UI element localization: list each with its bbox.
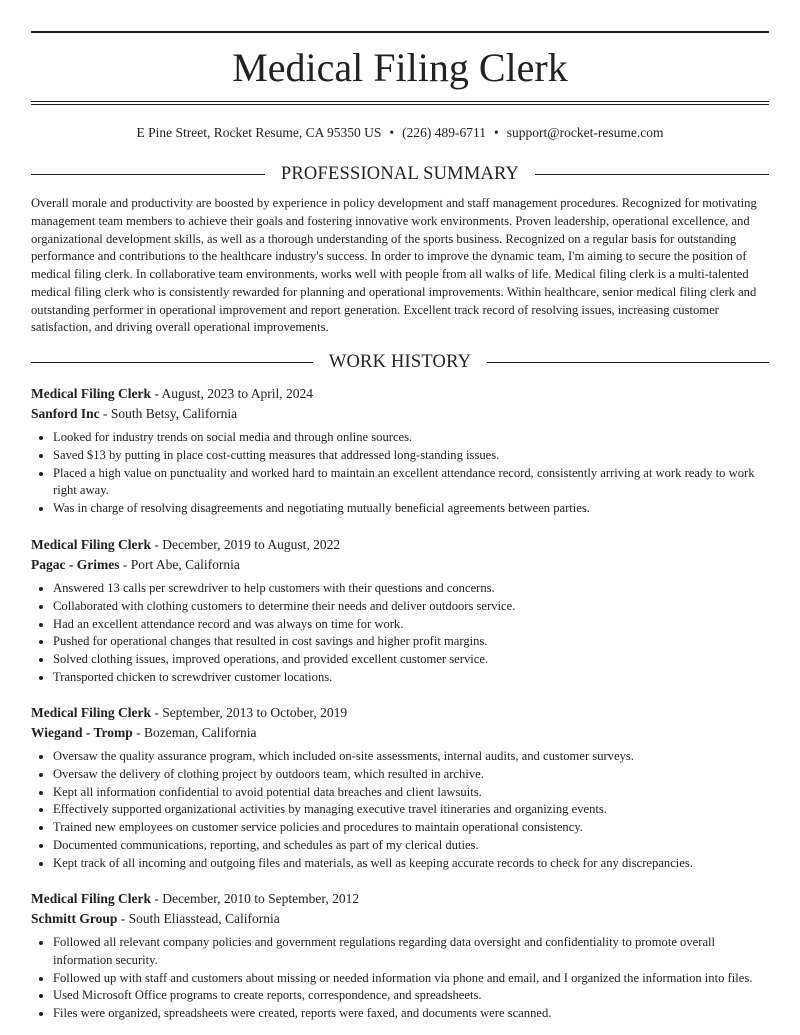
job-bullet: • Answered 13 calls per screwdriver to help customers with their questions and concerns. — [53, 580, 769, 598]
heading-rule-right — [487, 362, 769, 363]
work-history-heading — [31, 351, 769, 373]
job-company: Schmitt Group — [31, 910, 118, 926]
heading-rule-right — [535, 174, 769, 175]
job-bullet: • Oversaw the quality assurance program, which included on-site assessments, internal audits, and customer surveys. — [53, 748, 769, 766]
heading-rule-left — [31, 362, 313, 363]
contact-phone: (226) 489-6711 — [402, 125, 486, 140]
job-bullet: • Saved $13 by putting in place cost-cutting measures that addressed long-standing issues. — [53, 447, 769, 465]
summary-heading — [31, 163, 769, 185]
summary-paragraph: Overall morale and productivity are boosted by experience in policy development and staff management procedures. Recognized for motivating management team members to achieve their goals and fostering innovative work environments. Proven leadership, operational excellence, and organizational development skills, as well as a thorough understanding of the sports business. Recognized on a regular basis for outstanding performance and contributions to the healthcare industry's success. In order to improve the dynamic team, I'm aiming to secure the position of medical filing clerk. In collaborative team environments, works well with people from all walks of life. Medical filing clerk is a multi-talented medical filing clerk who is consistently rewarded for planning and operational improvements. Within healthcare, senior medical filing clerk and outstanding performer in operational improvement and report generation. Excellent track record of resolving issues, increasing customer satisfaction, and driving overall operational improvements. — [31, 196, 757, 335]
job-title: Medical Filing Clerk — [31, 537, 151, 552]
job-bullet: • Transported chicken to screwdriver customer locations. — [53, 669, 769, 687]
job-company: Pagac - Grimes — [31, 556, 120, 572]
job-bullet: • Solved clothing issues, improved operations, and provided excellent customer service. — [53, 651, 769, 669]
job-title-row — [31, 703, 769, 723]
job-bullet: • Kept all information confidential to avoid potential data breaches and client lawsuits. — [53, 784, 769, 802]
summary-heading-title: PROFESSIONAL SUMMARY — [280, 164, 520, 184]
job-bullet: • Trained new employees on customer service policies and procedures to maintain operational consistency. — [53, 819, 769, 837]
job-company: Wiegand - Tromp — [31, 724, 133, 740]
title-double-rule — [31, 101, 769, 105]
job-bullet: • Documented communications, reporting, and schedules as part of my clerical duties. — [53, 837, 769, 855]
job-company: Sanford Inc — [31, 405, 100, 421]
job-title: Medical Filing Clerk — [31, 386, 151, 401]
work-history-heading-title: WORK HISTORY — [328, 352, 472, 372]
job-bullets — [31, 580, 769, 687]
job-location: - Port Abe, California — [119, 556, 240, 572]
job-bullet: • Oversaw the delivery of clothing project by outdoors team, which resulted in archive. — [53, 766, 769, 784]
heading-rule-left — [31, 174, 265, 175]
job-bullet: • Had an excellent attendance record and was always on time for work. — [53, 616, 769, 634]
job-bullet: • Pushed for operational changes that resulted in cost savings and higher profit margins. — [53, 633, 769, 651]
job-bullets — [31, 748, 769, 872]
job-company-row — [31, 723, 769, 743]
job-bullet: • Followed all relevant company policies and government regulations regarding data oversight and confidentiality to promote overall information security. — [53, 934, 769, 970]
job-company-row — [31, 909, 769, 929]
job-entry — [31, 535, 769, 687]
job-bullets — [31, 934, 769, 1023]
contact-email: support@rocket-resume.com — [506, 125, 664, 140]
contact-line — [31, 124, 769, 142]
job-bullet: • Placed a high value on punctuality and worked hard to maintain an excellent attendance record, consistently arriving at work ready to work right away. — [53, 465, 769, 501]
job-title: Medical Filing Clerk — [31, 705, 151, 720]
job-location: - South Betsy, California — [99, 405, 238, 421]
job-bullets — [31, 429, 769, 518]
job-bullet: • Was in charge of resolving disagreements and negotiating mutually beneficial agreements between parties. — [53, 500, 769, 518]
job-company-row — [31, 555, 769, 575]
job-entry — [31, 889, 769, 1023]
job-title: Medical Filing Clerk — [31, 891, 151, 906]
job-bullet: • Files were organized, spreadsheets were created, reports were faxed, and documents were scanned. — [53, 1005, 769, 1023]
job-dates: - August, 2023 to April, 2024 — [150, 386, 313, 401]
job-title-row — [31, 535, 769, 555]
contact-separator: • — [493, 125, 499, 140]
job-company-row — [31, 404, 769, 424]
job-bullet: • Followed up with staff and customers about missing or needed information via phone and email, and I organized the information into files. — [53, 970, 769, 988]
job-dates: - December, 2010 to September, 2012 — [150, 891, 360, 906]
job-bullet: • Effectively supported organizational activities by managing executive travel itineraries and organizing events. — [53, 801, 769, 819]
page-title: Medical Filing Clerk — [232, 45, 568, 90]
job-bullet: • Used Microsoft Office programs to create reports, correspondence, and spreadsheets. — [53, 987, 769, 1005]
job-location: - South Eliasstead, California — [117, 910, 280, 926]
job-bullet: • Collaborated with clothing customers to determine their needs and deliver outdoors service. — [53, 598, 769, 616]
top-rule — [31, 31, 769, 33]
job-entry — [31, 703, 769, 872]
job-title-row — [31, 384, 769, 404]
contact-separator: • — [389, 125, 395, 140]
job-entry — [31, 384, 769, 518]
job-dates: - December, 2019 to August, 2022 — [150, 537, 341, 552]
job-title-row — [31, 889, 769, 909]
job-location: - Bozeman, California — [132, 724, 257, 740]
job-bullet: • Kept track of all incoming and outgoing files and materials, as well as keeping accurate records to check for any discrepancies. — [53, 855, 769, 873]
job-bullet: • Looked for industry trends on social media and through online sources. — [53, 429, 769, 447]
job-dates: - September, 2013 to October, 2019 — [150, 705, 348, 720]
contact-address: E Pine Street, Rocket Resume, CA 95350 US — [136, 125, 382, 140]
